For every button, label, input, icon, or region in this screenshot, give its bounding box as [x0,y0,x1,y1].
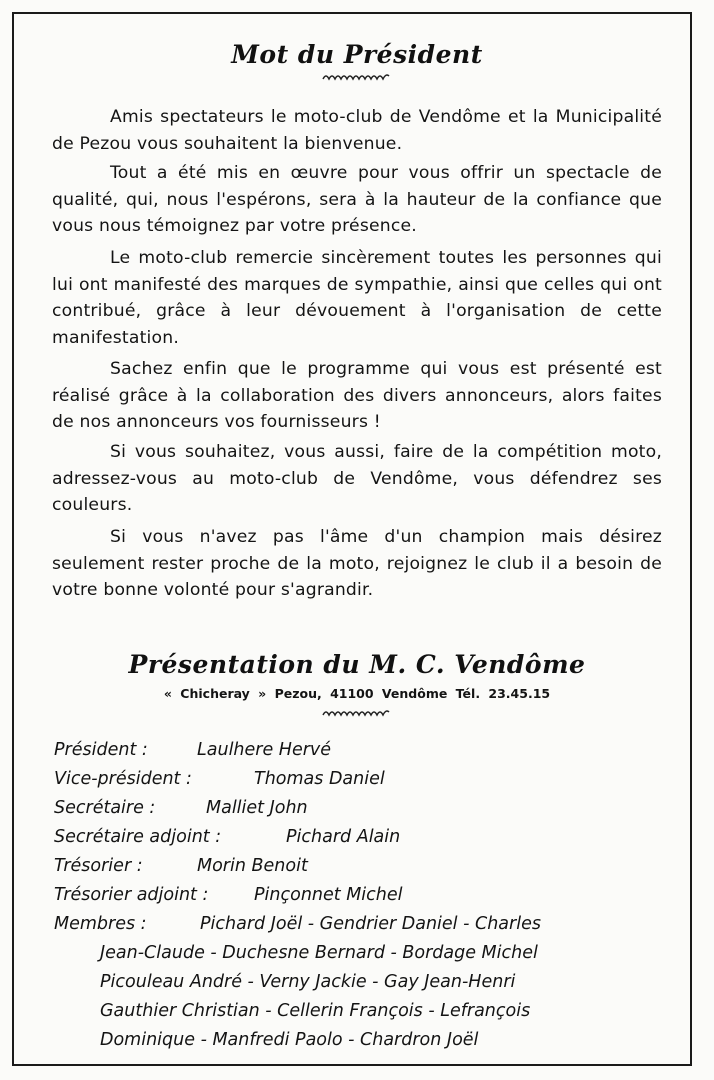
member-line: Dominique - Manfredi Paolo - Chardron Joël [100,1030,479,1050]
officer-name: Pinçonnet Michel [254,885,403,905]
paragraph-competition: Si vous souhaitez, vous aussi, faire de la compétition moto, adressez-vous au moto-club de Vendôme, vous défendrez ses couleurs. [52,442,662,515]
officer-role: Trésorier : [54,856,143,876]
officer-name: Malliet John [206,798,308,818]
paragraph-advertisers: Sachez enfin que le programme qui vous est présenté est réalisé grâce à la collaboration des divers annonceurs, alors faites de nos annonceurs vos fournisseurs ! [52,359,662,432]
paragraph-join: Si vous n'avez pas l'âme d'un champion mais désirez seulement rester proche de la moto, rejoignez le club il a besoin de votre bonne volonté pour s'agrandir. [52,527,662,600]
officer-name: Pichard Alain [286,827,401,847]
officers-list [54,736,666,1055]
officer-role: Président : [54,740,148,760]
officer-name: Laulhere Hervé [197,740,332,760]
officer-row [54,823,666,852]
officer-row [54,736,666,765]
paragraph-welcome: Amis spectateurs le moto-club de Vendôme et la Municipalité de Pezou vous souhaitent la bienvenue. [52,107,662,154]
members-row [54,910,666,1055]
officer-row [54,881,666,910]
members-role: Membres : [54,914,147,934]
officer-name: Thomas Daniel [254,769,385,789]
club-address: « Chicheray » Pezou, 41100 Vendôme Tél. 23.45.15 [163,686,551,701]
paragraph-thanks: Le moto-club remercie sincèrement toutes les personnes qui lui ont manifesté des marques de sympathie, ainsi que celles qui ont contribué, grâce à leur dévouement à l'organisation de cette manifestation. [52,248,662,348]
officer-role: Secrétaire adjoint : [54,827,222,847]
presentation-title: Présentation du M. C. Vendôme [128,650,586,679]
member-line: Picouleau André - Verny Jackie - Gay Jean-Henri [100,972,516,992]
presentation-ornament [0,708,714,718]
officer-role: Trésorier adjoint : [54,885,209,905]
officer-role: Secrétaire : [54,798,156,818]
officer-row [54,794,666,823]
officer-row [54,765,666,794]
officer-role: Vice-président : [54,769,192,789]
title-ornament [0,72,714,82]
member-line: Pichard Joël - Gendrier Daniel - Charles [200,914,541,934]
officer-name: Morin Benoit [197,856,308,876]
officer-row [54,852,666,881]
paragraph-spectacle: Tout a été mis en œuvre pour vous offrir un spectacle de qualité, qui, nous l'espérons, sera à la hauteur de la confiance que vous nous témoignez par votre présence. [52,163,662,236]
page-title: Mot du Président [231,40,483,69]
member-line: Jean-Claude - Duchesne Bernard - Bordage Michel [100,943,538,963]
member-line: Gauthier Christian - Cellerin François - Lefrançois [100,1001,531,1021]
